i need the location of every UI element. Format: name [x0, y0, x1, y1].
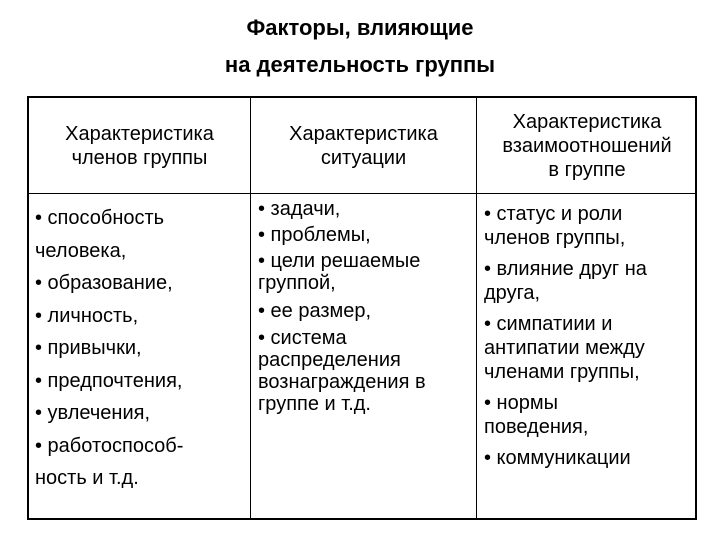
- list-item-line: • симпатиии и: [484, 313, 613, 335]
- list-item-line: распределения: [258, 349, 401, 371]
- list-item-line: • способность: [35, 207, 165, 229]
- list-item-line: • увлечения,: [35, 402, 150, 424]
- list-item-line: • работоспособ-: [35, 434, 184, 457]
- list-item: [484, 257, 647, 305]
- list-item-line: • проблемы,: [258, 224, 371, 246]
- list-item-line: • образование,: [35, 272, 173, 294]
- list-item-line: • влияние друг на: [484, 258, 647, 280]
- header-members-characteristics: [29, 98, 250, 193]
- header-text-line: в группе: [548, 158, 626, 181]
- relationship-characteristics-list: [484, 202, 647, 470]
- factors-table: [27, 96, 697, 520]
- list-item-line: вознаграждения в: [258, 371, 426, 393]
- list-item-line: группе и т.д.: [258, 393, 371, 415]
- list-item-line: • задачи,: [258, 198, 341, 220]
- list-item-line: • личность,: [35, 304, 139, 327]
- list-item-line: • ее размер,: [258, 300, 372, 322]
- list-item: [484, 202, 647, 250]
- header-relationship-characteristics: [477, 98, 697, 193]
- list-item-line: поведения,: [484, 416, 589, 438]
- header-text-line: членов группы: [71, 146, 208, 169]
- list-item: [258, 250, 426, 294]
- header-text-line: ситуации: [320, 146, 407, 169]
- header-text-line: Характеристика: [512, 110, 662, 133]
- slide-title-line-1: Факторы, влияющие: [246, 15, 474, 40]
- list-item: [258, 224, 426, 246]
- header-text-line: взаимоотношений: [502, 134, 672, 157]
- list-item-line: • предпочтения,: [35, 369, 183, 392]
- list-item-line: антипатии между: [484, 337, 645, 359]
- list-item-line: • система: [258, 327, 347, 349]
- header-situation-characteristics: [251, 98, 476, 193]
- list-item-line: • цели решаемые: [258, 250, 421, 272]
- list-item-line: • нормы: [484, 392, 558, 414]
- header-divider: [29, 193, 695, 194]
- list-item: [484, 391, 647, 439]
- list-item-line: • привычки,: [35, 337, 142, 359]
- slide-title-line-2: на деятельность группы: [224, 52, 496, 77]
- list-item-line: членами группы,: [484, 361, 640, 383]
- list-item-line: друга,: [484, 282, 541, 304]
- situation-characteristics-list: [258, 198, 426, 415]
- list-item: [484, 446, 647, 470]
- list-item-line: • статус и роли: [484, 203, 623, 225]
- list-item-line: ность и т.д.: [35, 467, 139, 489]
- list-item-line: членов группы,: [484, 227, 626, 249]
- header-text-line: Характеристика: [289, 122, 438, 145]
- list-item: [258, 300, 426, 322]
- members-characteristics-list: [35, 202, 183, 495]
- list-item-line: • коммуникации: [484, 447, 631, 469]
- list-item-line: человека,: [35, 239, 127, 262]
- list-item: [258, 327, 426, 415]
- list-item: [258, 198, 426, 220]
- header-text-line: Характеристика: [65, 122, 214, 145]
- list-item: [484, 312, 647, 384]
- list-item-line: группой,: [258, 272, 336, 294]
